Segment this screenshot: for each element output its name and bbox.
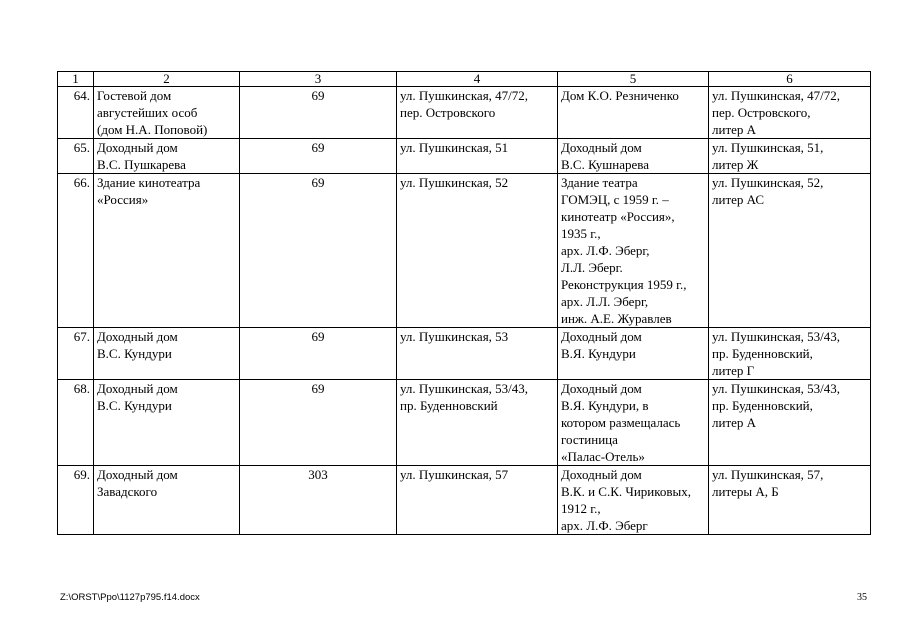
table-row (58, 466, 871, 535)
location-cell: ул. Пушкинская, 57, литеры А, Б (709, 466, 871, 535)
row-number-cell: 65. (58, 139, 94, 174)
category-code-cell: 303 (240, 466, 397, 535)
historic-name-cell: Доходный дом В.С. Кушнарева (558, 139, 709, 174)
address-cell: ул. Пушкинская, 53/43, пр. Буденновский (397, 380, 558, 466)
location-cell: ул. Пушкинская, 53/43, пр. Буденновский, литер А (709, 380, 871, 466)
page-number: 35 (857, 592, 867, 603)
footer-file-path: Z:\ORST\Ppo\1127p795.f14.docx (60, 592, 200, 603)
historic-name-cell: Доходный дом В.К. и С.К. Чириковых, 1912 г., арх. Л.Ф. Эберг (558, 466, 709, 535)
header-cell: 4 (397, 72, 558, 87)
table-row (58, 174, 871, 328)
row-number-cell: 67. (58, 328, 94, 380)
category-code-cell: 69 (240, 174, 397, 328)
location-cell: ул. Пушкинская, 52, литер АС (709, 174, 871, 328)
row-number-cell: 68. (58, 380, 94, 466)
header-cell: 3 (240, 72, 397, 87)
historic-name-cell: Доходный дом В.Я. Кундури (558, 328, 709, 380)
category-code-cell: 69 (240, 380, 397, 466)
row-number-cell: 69. (58, 466, 94, 535)
heritage-table (57, 71, 871, 535)
row-number-cell: 66. (58, 174, 94, 328)
category-code-cell: 69 (240, 87, 397, 139)
header-cell: 5 (558, 72, 709, 87)
table-row (58, 380, 871, 466)
table-row (58, 328, 871, 380)
historic-name-cell: Доходный дом В.Я. Кундури, в котором размещалась гостиница «Палас-Отель» (558, 380, 709, 466)
table-row (58, 139, 871, 174)
object-name-cell: Доходный дом В.С. Кундури (94, 380, 240, 466)
location-cell: ул. Пушкинская, 51, литер Ж (709, 139, 871, 174)
category-code-cell: 69 (240, 328, 397, 380)
category-code-cell: 69 (240, 139, 397, 174)
table-header-row (58, 72, 871, 87)
header-cell: 1 (58, 72, 94, 87)
object-name-cell: Здание кинотеатра «Россия» (94, 174, 240, 328)
object-name-cell: Доходный дом Завадского (94, 466, 240, 535)
address-cell: ул. Пушкинская, 51 (397, 139, 558, 174)
header-cell: 2 (94, 72, 240, 87)
address-cell: ул. Пушкинская, 52 (397, 174, 558, 328)
address-cell: ул. Пушкинская, 57 (397, 466, 558, 535)
row-number-cell: 64. (58, 87, 94, 139)
location-cell: ул. Пушкинская, 53/43, пр. Буденновский, литер Г (709, 328, 871, 380)
address-cell: ул. Пушкинская, 47/72, пер. Островского (397, 87, 558, 139)
historic-name-cell: Дом К.О. Резниченко (558, 87, 709, 139)
historic-name-cell: Здание театра ГОМЭЦ, с 1959 г. – кинотеатр «Россия», 1935 г., арх. Л.Ф. Эберг, Л.Л. Эберг. Реконструкция 1959 г., арх. Л.Л. Эберг, инж. А.Е. Журавлев (558, 174, 709, 328)
table-row (58, 87, 871, 139)
header-cell: 6 (709, 72, 871, 87)
location-cell: ул. Пушкинская, 47/72, пер. Островского, литер А (709, 87, 871, 139)
object-name-cell: Доходный дом В.С. Кундури (94, 328, 240, 380)
object-name-cell: Доходный дом В.С. Пушкарева (94, 139, 240, 174)
object-name-cell: Гостевой дом августейших особ (дом Н.А. Поповой) (94, 87, 240, 139)
address-cell: ул. Пушкинская, 53 (397, 328, 558, 380)
